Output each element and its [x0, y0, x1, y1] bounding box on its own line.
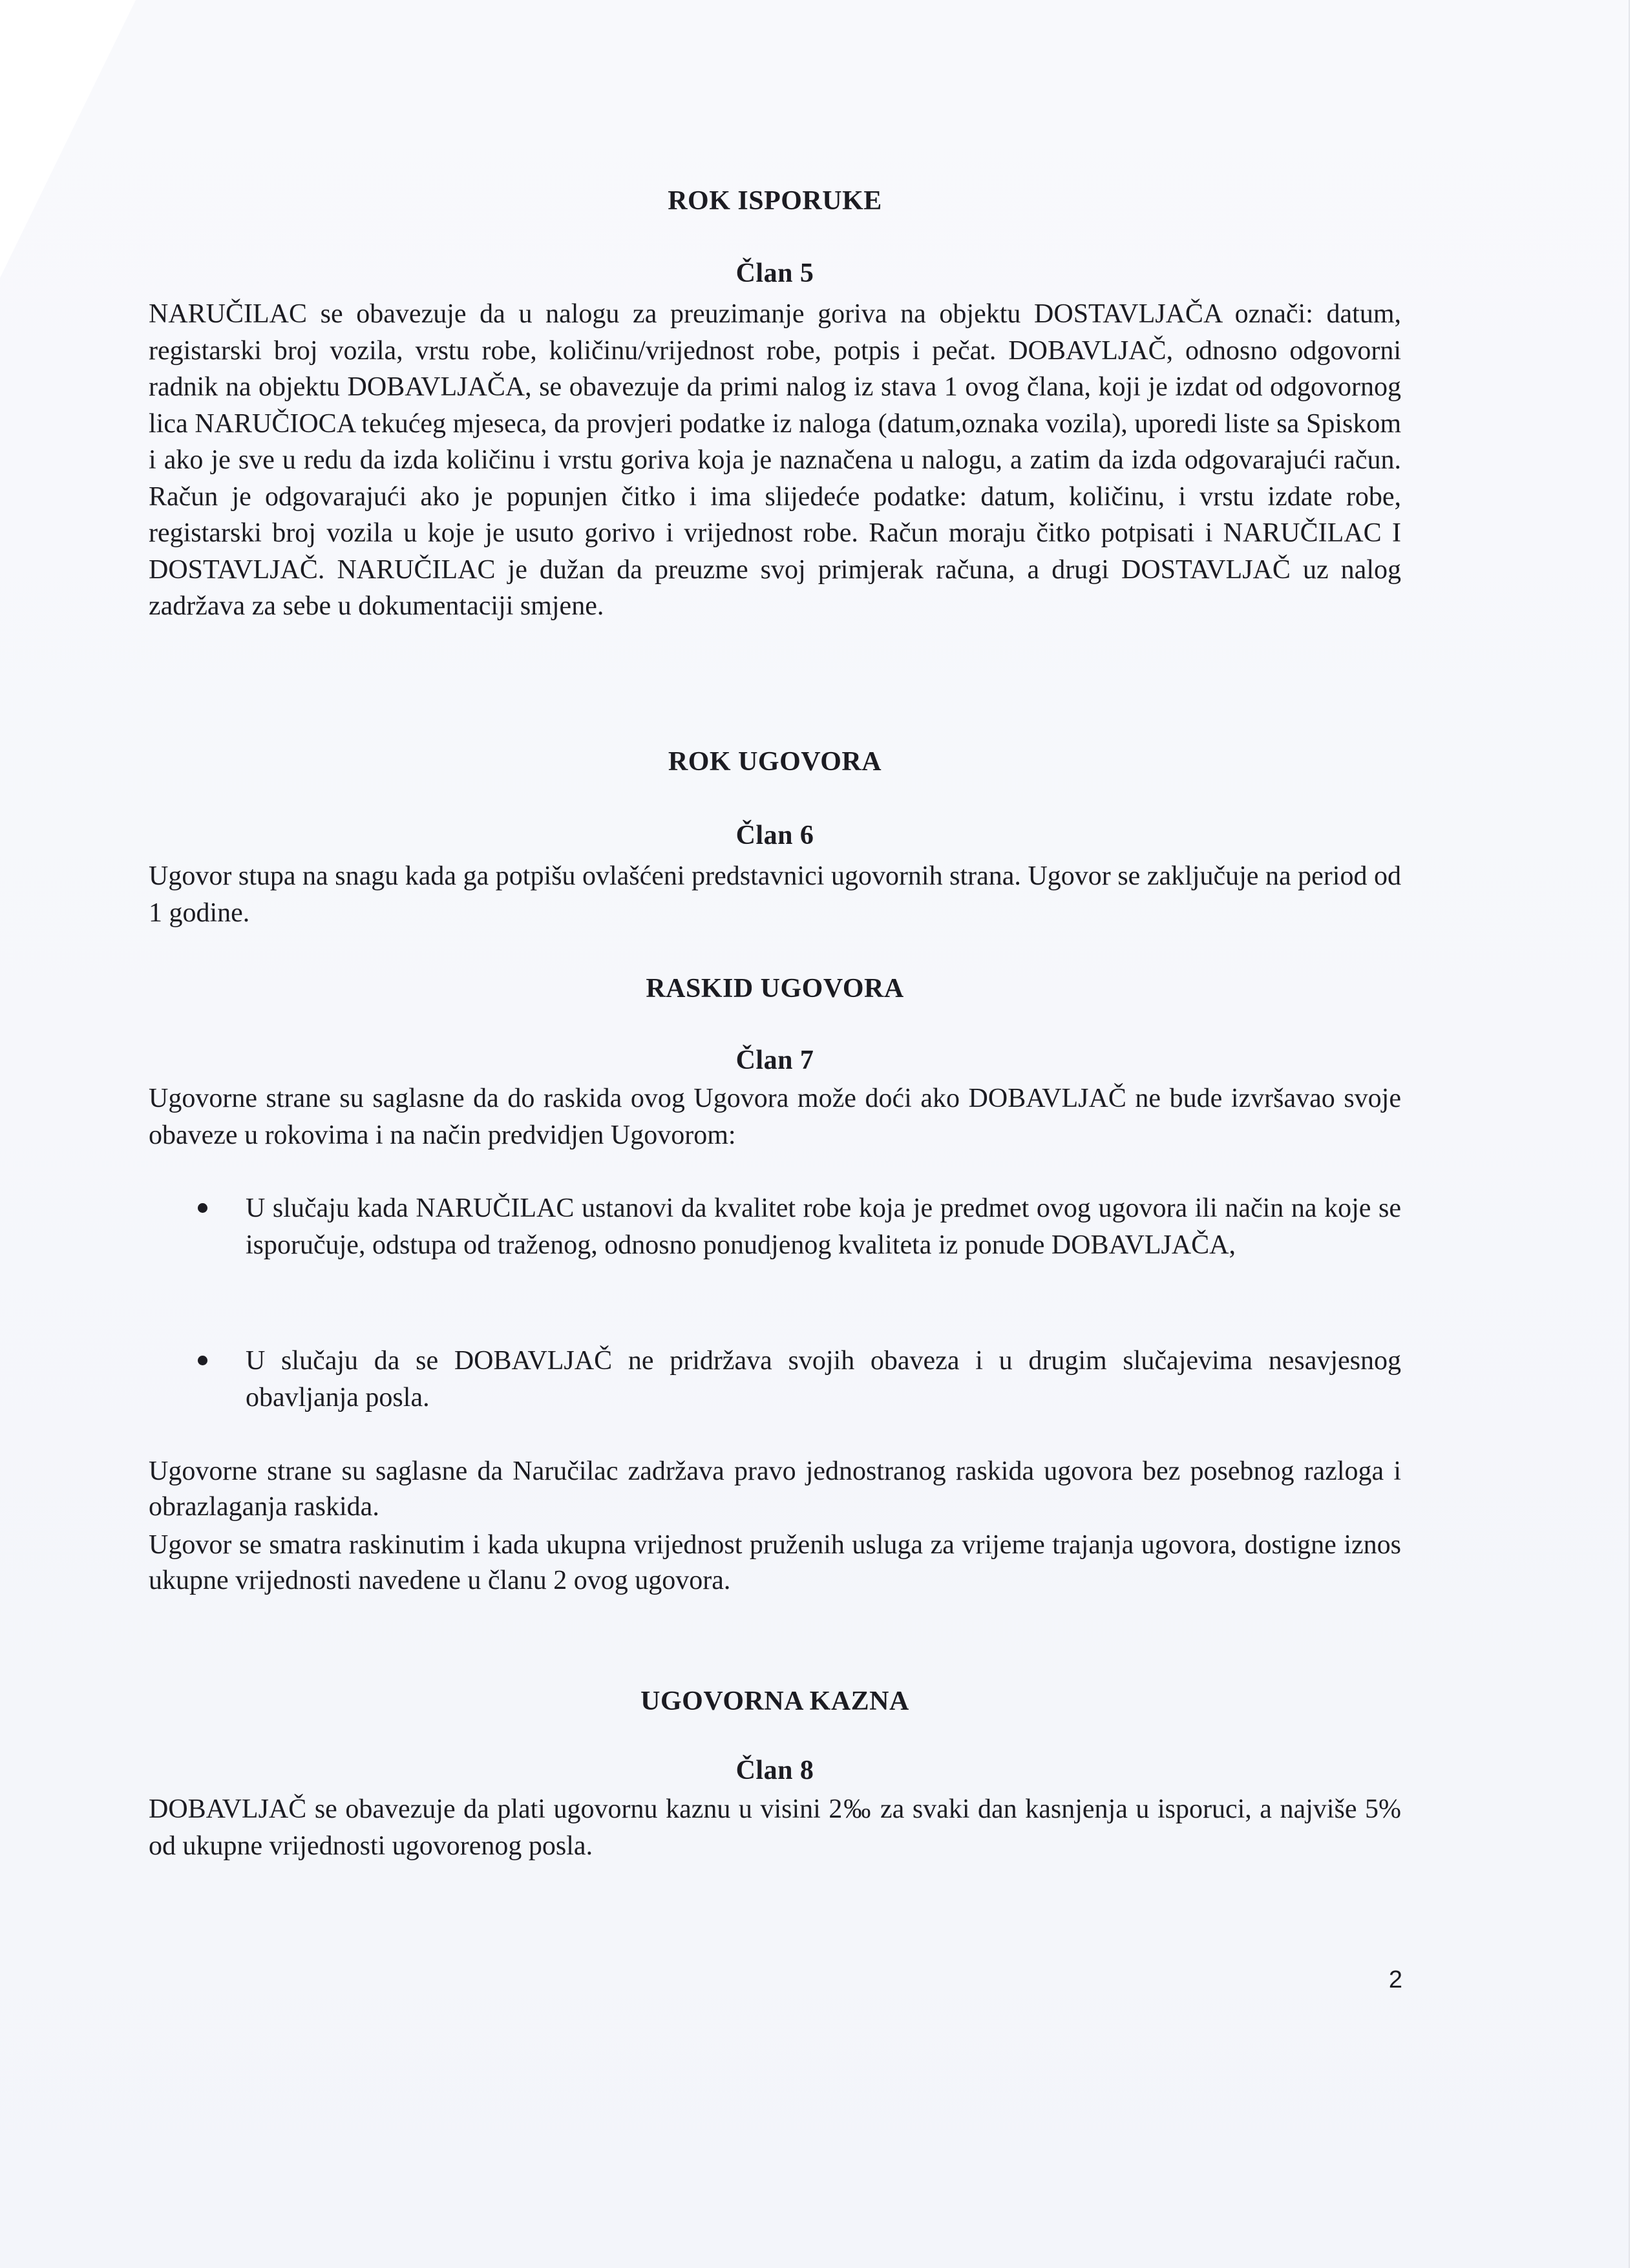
termination-conditions-list-2: [149, 1343, 1401, 1416]
article-heading-clan-7: Član 7: [735, 1045, 814, 1075]
section-title-ugovorna-kazna: UGOVORNA KAZNA: [640, 1686, 909, 1716]
list-item-text: U slučaju kada NARUČILAC ustanovi da kvalitet robe koja je predmet ovog ugovora ili način na koje se isporučuje, odstupa od traženog, odnosno ponudjenog kvaliteta iz ponude DOBAVLJAČA,: [246, 1193, 1401, 1260]
article-5-text: NARUČILAC se obavezuje da u nalogu za preuzimanje goriva na objektu DOSTAVLJAČA označi: datum, registarski broj vozila, vrstu robe, količinu/vrijednost robe, potpis i pečat. DOBAVLJAČ, odnosno odgovorni radnik na objektu DOBAVLJAČA, se obavezuje da primi nalog iz stava 1 ovog člana, koji je izdat od odgovornog lica NARUČIOCA tekućeg mjeseca, da provjeri podatke iz naloga (datum,oznaka vozila), uporedi liste sa Spiskom i ako je sve u redu da izda količinu i vrstu goriva koja je naznačena u nalogu, a zatim da izda odgovarajući račun. Račun je odgovarajući ako je popunjen čitko i ima slijedeće podatke: datum, količinu, i vrstu izdate robe, registarski broj vozila u koje je usuto gorivo i vrijednost robe. Račun moraju čitko potpisati i NARUČILAC I DOSTAVLJAČ. NARUČILAC je dužan da preuzme svoj primjerak računa, a drugi DOSTAVLJAČ uz nalog zadržava za sebe u dokumentaciji smjene.: [149, 299, 1401, 621]
section-title-rok-ugovora: ROK UGOVORA: [668, 747, 882, 777]
article-7-closing-1: Ugovorne strane su saglasne da Naručilac zadržava pravo jednostranog raskida ugovora bez posebnog razloga i obrazlaganja raskida.: [149, 1456, 1401, 1522]
article-6-text: Ugovor stupa na snagu kada ga potpišu ovlašćeni predstavnici ugovornih strana. Ugovor se zaključuje na period od 1 godine.: [149, 861, 1401, 928]
section-title-rok-isporuke: ROK ISPORUKE: [668, 186, 882, 216]
termination-conditions-list: [149, 1190, 1401, 1264]
bullet-icon: [198, 1356, 207, 1365]
list-item: [149, 1343, 1401, 1416]
article-7-intro: Ugovorne strane su saglasne da do raskida ovog Ugovora može doći ako DOBAVLJAČ ne bude izvršavao svoje obaveze u rokovima i na način predvidjen Ugovorom:: [149, 1084, 1401, 1150]
page-edge: [1629, 0, 1648, 2268]
bullet-icon: [198, 1203, 207, 1213]
page-number: 2: [1388, 1966, 1402, 1993]
list-item-text: U slučaju da se DOBAVLJAČ ne pridržava svojih obaveza i u drugim slučajevima nesavjesnog obavljanja posla.: [246, 1346, 1401, 1412]
article-7-closing-2: Ugovor se smatra raskinutim i kada ukupna vrijednost pruženih usluga za vrijeme trajanja ugovora, dostigne iznos ukupne vrijednosti navedene u članu 2 ovog ugovora.: [149, 1530, 1401, 1595]
article-heading-clan-5: Član 5: [735, 258, 814, 288]
scan-corner: [0, 0, 136, 278]
article-heading-clan-6: Član 6: [735, 821, 814, 850]
list-item: [149, 1190, 1401, 1264]
article-8-text: DOBAVLJAČ se obavezuje da plati ugovornu kaznu u visini 2‰ za svaki dan kasnjenja u isporuci, a najviše 5% od ukupne vrijednosti ugovorenog posla.: [149, 1794, 1401, 1861]
section-title-raskid-ugovora: RASKID UGOVORA: [646, 974, 904, 1003]
article-heading-clan-8: Član 8: [735, 1756, 814, 1785]
